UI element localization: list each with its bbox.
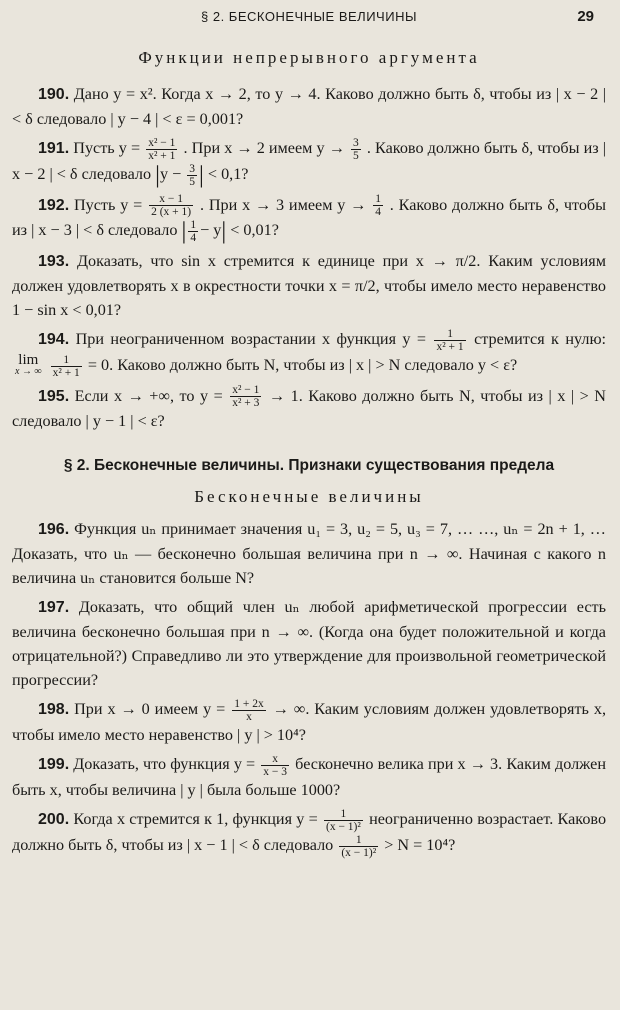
problem-number: 195. — [38, 387, 70, 405]
fraction-numerator: 1 — [339, 834, 378, 847]
fraction — [188, 219, 198, 244]
fraction-numerator: 1 — [51, 354, 82, 367]
problem-text: < 0,01? — [230, 221, 279, 240]
fraction — [230, 384, 261, 409]
problem-text: Доказать, что функция y = — [73, 755, 256, 774]
fraction-numerator: 1 — [434, 328, 465, 341]
problem-197 — [12, 595, 606, 692]
fraction — [324, 808, 363, 833]
problem-text: неограниченно возрастает. Каково должно быть δ, чтобы из | x − 1 | < δ следовало — [12, 810, 607, 854]
abs-bar: | — [199, 162, 204, 189]
problem-198 — [12, 697, 606, 747]
problem-number: 191. — [38, 140, 70, 157]
fraction — [51, 354, 82, 379]
abs-bar: | — [181, 218, 187, 245]
problem-text: y − — [159, 164, 182, 183]
fraction-numerator: 3 — [189, 162, 196, 175]
fraction — [149, 193, 193, 218]
problem-196 — [12, 517, 606, 590]
fraction-denominator: 2 (x + 1) — [151, 206, 192, 219]
fraction-denominator: 4 — [375, 206, 381, 219]
fraction — [351, 137, 361, 162]
limit-operator — [15, 352, 42, 378]
problem-text: Функция uₙ принимает значения u₁ = 3, u₂ = 5, u₃ = 7, … …, uₙ = 2n + 1, … Доказать, что uₙ — бесконечно большая величина при n → ∞. Начиная с какого n величина uₙ становится больше N? — [12, 520, 606, 588]
problem-text: Пусть y = — [73, 139, 141, 157]
problem-text: Когда x стремится к 1, функция y = — [73, 810, 318, 829]
problem-number: 197. — [38, 599, 70, 617]
problem-text: → 1. Каково должно быть N, чтобы из | x | > N следовало | y − 1 | < ε? — [12, 386, 606, 431]
fraction-denominator: 5 — [353, 149, 359, 162]
subsection-title-continuous: Функции непрерывного аргумента — [138, 48, 480, 67]
abs-bar: | — [155, 162, 160, 189]
problem-190 — [12, 82, 606, 131]
fraction-numerator: x² − 1 — [148, 136, 176, 149]
fraction-denominator: x − 3 — [263, 766, 288, 779]
problem-number: 193. — [38, 253, 70, 271]
problem-text: . При x → 2 имеем y → — [183, 139, 345, 157]
fraction — [146, 137, 177, 162]
problem-200 — [12, 807, 606, 859]
limit-word: lim — [18, 352, 39, 369]
fraction — [232, 698, 266, 723]
problem-text: → ∞. Каким условиям должен удовлетворять x, чтобы имело место неравенство | y | > 10⁴? — [12, 700, 606, 745]
abs-bar: | — [221, 218, 227, 245]
problem-number: 196. — [38, 521, 70, 539]
problem-number: 198. — [38, 701, 70, 719]
fraction-numerator: x − 1 — [149, 193, 193, 206]
fraction-denominator: x² + 3 — [232, 397, 260, 410]
page-number: 29 — [577, 8, 594, 25]
problem-text: > N = 10⁴? — [384, 835, 456, 854]
problem-text: Дано y = x². Когда x → 2, то y → 4. Каково должно быть δ, чтобы из | x − 2 | < δ следовало | y − 4 | < ε = 0,001? — [12, 85, 606, 128]
fraction-denominator: x² + 1 — [148, 149, 176, 162]
running-head-title: § 2. БЕСКОНЕЧНЫЕ ВЕЛИЧИНЫ — [201, 9, 417, 24]
problem-text: стремится к нулю: — [474, 330, 607, 349]
problem-text: При x → 0 имеем y = — [74, 700, 226, 719]
problem-text: . При x → 3 имеем y → — [199, 195, 367, 214]
problem-number: 200. — [38, 811, 70, 829]
problem-text: При неограниченном возрастании x функция y = — [75, 330, 427, 349]
problem-text: = 0. Каково должно быть N, чтобы из | x | > N следовало y < ε? — [87, 355, 518, 374]
problem-text: . Каково должно быть δ, чтобы из | x − 2 | < δ следовало — [12, 139, 607, 183]
problem-number: 190. — [38, 86, 70, 103]
section-title: § 2. Бесконечные величины. Признаки существования предела — [63, 457, 555, 475]
problem-number: 194. — [38, 331, 70, 349]
running-head — [12, 0, 606, 34]
fraction-numerator: x — [261, 753, 289, 766]
problem-text: Пусть y = — [73, 195, 143, 214]
problem-text: − y — [200, 221, 222, 240]
problem-193 — [12, 249, 606, 322]
problem-number: 192. — [38, 196, 70, 214]
fraction-numerator: 1 — [190, 219, 197, 232]
problem-text: Доказать, что общий член uₙ любой арифметической прогрессии есть величина бесконечно большая при n → ∞. (Когда она будет положительной и когда отрицательной?) Справедливо ли это утверждение для произвольной геометрической прогрессии? — [12, 598, 606, 690]
problem-199 — [12, 752, 606, 802]
fraction — [261, 753, 289, 778]
problem-text: бесконечно велика при x → 3. Каким должен быть x, чтобы величина | y | была больше 1000? — [12, 755, 606, 800]
problem-192 — [12, 193, 606, 245]
problem-195 — [12, 384, 606, 434]
problem-text: Доказать, что sin x стремится к единице при x → π/2. Каким условиям должен удовлетворять x в окрестности точки x = π/2, чтобы имело место неравенство 1 − sin x < 0,01? — [12, 252, 607, 320]
fraction-denominator: 4 — [190, 232, 197, 245]
fraction-numerator: x² − 1 — [232, 384, 260, 397]
fraction-denominator: x² + 1 — [436, 340, 464, 353]
problem-text: < 0,1? — [207, 164, 249, 183]
problem-text: . Каково должно быть δ, чтобы из | x − 3 | < δ следовало — [12, 195, 607, 240]
fraction-numerator: 1 + 2x — [234, 698, 264, 711]
fraction-numerator: 1 — [324, 808, 363, 821]
problem-191 — [12, 136, 606, 188]
fraction — [339, 834, 378, 859]
problem-number: 199. — [38, 756, 70, 774]
fraction-denominator: x² + 1 — [52, 366, 80, 379]
fraction-denominator: x — [246, 711, 252, 724]
problem-194 — [12, 327, 606, 379]
fraction-denominator: (x − 1)² — [325, 820, 361, 833]
limit-subscript: x → ∞ — [15, 366, 42, 378]
fraction — [373, 193, 383, 218]
problem-text: Если x → +∞, то y = — [74, 386, 223, 405]
fraction-denominator: (x − 1)² — [341, 846, 377, 859]
subsection-title-infinite: Бесконечные величины — [194, 487, 424, 507]
fraction-numerator: 1 — [375, 193, 381, 206]
fraction — [434, 328, 465, 353]
fraction-numerator: 3 — [353, 136, 359, 149]
fraction-denominator: 5 — [189, 175, 196, 188]
fraction — [187, 163, 197, 188]
